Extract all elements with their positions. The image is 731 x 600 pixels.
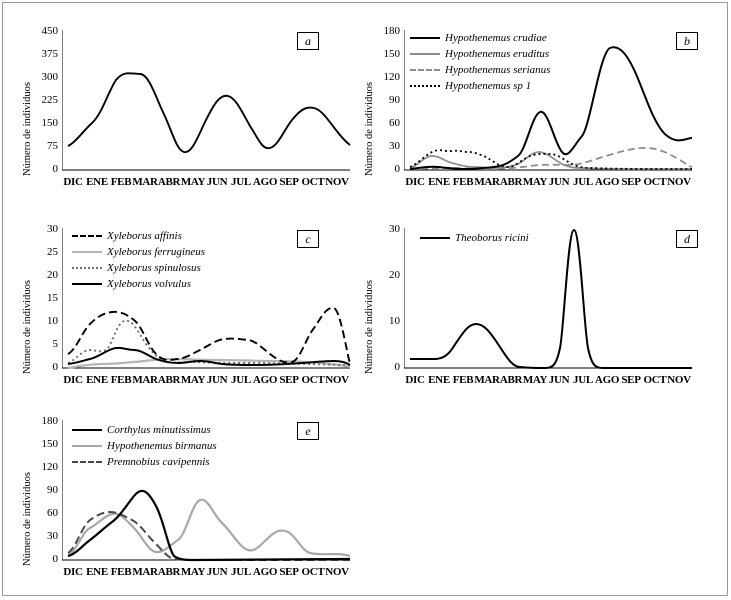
legend-swatch-dashed-grey: [410, 69, 440, 71]
panel-a-xtick-2: FEB: [110, 176, 132, 188]
panel-d: [358, 212, 723, 402]
panel-d-plot: [404, 228, 724, 398]
panel-c-xtick-6: JUN: [206, 374, 228, 386]
panel-d-xtick-8: AGO: [594, 374, 620, 386]
panel-b-xtick-10: OCT: [643, 176, 667, 188]
panel-a-xtick-3: MAR: [132, 176, 158, 188]
legend-swatch-dashed-darkgrey: [72, 461, 102, 463]
panel-e-ytick-180: 180: [41, 415, 58, 427]
legend-item: [410, 30, 550, 45]
panel-c-legend: [72, 228, 205, 292]
panel-e-ytick-30: 30: [47, 530, 58, 542]
panel-b-ytick-180: 180: [383, 25, 400, 37]
panel-c-ytick-15: 15: [47, 292, 58, 304]
panel-d-ytick-0: 0: [394, 361, 400, 373]
panel-c-ytick-10: 10: [47, 315, 58, 327]
panel-a-ytick-375: 375: [41, 48, 58, 60]
panel-c-ylabel: Número de individuos: [22, 280, 33, 374]
legend-label: Hypothenemus birmanus: [107, 439, 217, 452]
panel-b-xtick-5: MAY: [522, 176, 548, 188]
panel-d-tag: d: [676, 230, 698, 248]
legend-label: Xyleborus ferrugineus: [107, 245, 206, 258]
legend-label: Hypothenemus sp 1: [445, 79, 532, 92]
panel-d-ytick-10: 10: [389, 315, 400, 327]
panel-e-xtick-9: SEP: [279, 566, 299, 578]
panel-b-xtick-9: SEP: [621, 176, 641, 188]
panel-a-tag: a: [297, 32, 319, 50]
legend-label: Hypothenemus eruditus: [445, 47, 550, 60]
panel-c-ytick-30: 30: [47, 223, 58, 235]
panel-e-ytick-60: 60: [47, 507, 58, 519]
legend-swatch-dotted-grey: [72, 267, 102, 269]
panel-a-ytick-75: 75: [47, 140, 58, 152]
legend-item: [410, 78, 550, 93]
panel-d-xtick-10: OCT: [643, 374, 667, 386]
panel-d-ytick-20: 20: [389, 269, 400, 281]
panel-b-ytick-150: 150: [383, 48, 400, 60]
legend-label: Corthylus minutissimus: [107, 423, 211, 436]
panel-a-xtick-6: JUN: [206, 176, 228, 188]
legend-label: Theoborus ricini: [455, 231, 529, 244]
legend-swatch-solid-grey: [72, 445, 102, 447]
panel-b-xtick-4: ABR: [499, 176, 523, 188]
panel-a-ytick-150: 150: [41, 117, 58, 129]
panel-c-xtick-2: FEB: [110, 374, 132, 386]
panel-e-xtick-11: NOV: [325, 566, 349, 578]
legend-item: [410, 46, 550, 61]
panel-d-xtick-3: MAR: [474, 374, 500, 386]
panel-a-xtick-5: MAY: [180, 176, 206, 188]
legend-swatch-solid-black: [72, 283, 102, 285]
panel-b-xtick-11: NOV: [667, 176, 691, 188]
panel-c-xtick-5: MAY: [180, 374, 206, 386]
legend-item: [72, 276, 205, 291]
panel-c-xtick-9: SEP: [279, 374, 299, 386]
legend-item: [72, 454, 217, 469]
legend-swatch-dashed-black: [72, 235, 102, 237]
legend-item: [72, 228, 205, 243]
panel-d-xtick-2: FEB: [452, 374, 474, 386]
legend-swatch-solid-black: [72, 429, 102, 431]
panel-b-ytick-0: 0: [394, 163, 400, 175]
panel-e-ytick-0: 0: [52, 553, 58, 565]
panel-b-xtick-1: ENE: [428, 176, 450, 188]
panel-e-xtick-10: OCT: [301, 566, 325, 578]
panel-e-ytick-90: 90: [47, 484, 58, 496]
panel-e-tag: e: [297, 422, 319, 440]
panel-e: [14, 404, 354, 594]
panel-a: [14, 14, 354, 204]
panel-c-ytick-5: 5: [52, 338, 58, 350]
panel-c-xtick-4: ABR: [157, 374, 181, 386]
panel-d-xtick-9: SEP: [621, 374, 641, 386]
panel-c-xtick-3: MAR: [132, 374, 158, 386]
panel-d-xtick-4: ABR: [499, 374, 523, 386]
panel-b-xtick-3: MAR: [474, 176, 500, 188]
panel-e-ytick-150: 150: [41, 438, 58, 450]
panel-a-ytick-0: 0: [52, 163, 58, 175]
panel-c-ytick-25: 25: [47, 246, 58, 258]
panel-c-tag: c: [297, 230, 319, 248]
panel-e-xtick-2: FEB: [110, 566, 132, 578]
legend-item: [420, 230, 529, 245]
panel-b-ytick-120: 120: [383, 71, 400, 83]
panel-a-xtick-0: DIC: [63, 176, 83, 188]
panel-c-xtick-1: ENE: [86, 374, 108, 386]
panel-e-xtick-8: AGO: [252, 566, 278, 578]
panel-b-legend: [410, 30, 550, 94]
legend-label: Premnobius cavipennis: [107, 455, 210, 468]
panel-b-ytick-90: 90: [389, 94, 400, 106]
panel-d-xtick-1: ENE: [428, 374, 450, 386]
panel-b-xtick-6: JUN: [548, 176, 570, 188]
panel-b-ylabel: Número de individuos: [364, 82, 375, 176]
panel-c-xtick-0: DIC: [63, 374, 83, 386]
panel-e-ylabel: Número de individuos: [22, 472, 33, 566]
panel-a-xtick-9: SEP: [279, 176, 299, 188]
panel-a-xtick-7: JUL: [231, 176, 251, 188]
panel-e-xtick-5: MAY: [180, 566, 206, 578]
panel-d-xtick-0: DIC: [405, 374, 425, 386]
panel-a-xtick-10: OCT: [301, 176, 325, 188]
panel-c: [14, 212, 354, 402]
panel-e-xtick-0: DIC: [63, 566, 83, 578]
panel-c-xtick-11: NOV: [325, 374, 349, 386]
panel-b-xtick-7: JUL: [573, 176, 593, 188]
legend-swatch-solid-lightgrey: [72, 251, 102, 253]
panel-a-ytick-225: 225: [41, 94, 58, 106]
legend-label: Xyleborus spinulosus: [107, 261, 201, 274]
panel-a-xtick-8: AGO: [252, 176, 278, 188]
panel-e-xtick-3: MAR: [132, 566, 158, 578]
panel-a-plot: [62, 30, 352, 200]
panel-d-legend: [420, 230, 529, 246]
panel-a-xtick-1: ENE: [86, 176, 108, 188]
legend-label: Xyleborus affinis: [107, 229, 182, 242]
panel-b-xtick-2: FEB: [452, 176, 474, 188]
legend-label: Hypothenemus serianus: [445, 63, 551, 76]
legend-item: [72, 422, 217, 437]
panel-b-ytick-60: 60: [389, 117, 400, 129]
panel-c-ytick-0: 0: [52, 361, 58, 373]
panel-e-ytick-120: 120: [41, 461, 58, 473]
legend-swatch-solid-grey: [410, 53, 440, 55]
panel-b-xtick-8: AGO: [594, 176, 620, 188]
panel-a-xtick-11: NOV: [325, 176, 349, 188]
legend-item: [410, 62, 550, 77]
panel-c-ytick-20: 20: [47, 269, 58, 281]
panel-d-ytick-30: 30: [389, 223, 400, 235]
legend-swatch-solid-black: [420, 237, 450, 239]
panel-d-xtick-7: JUL: [573, 374, 593, 386]
panel-c-xtick-8: AGO: [252, 374, 278, 386]
legend-item: [72, 260, 205, 275]
panel-b-xtick-0: DIC: [405, 176, 425, 188]
panel-e-xtick-6: JUN: [206, 566, 228, 578]
panel-e-legend: [72, 422, 217, 470]
panel-b: [358, 14, 723, 204]
panel-a-ytick-450: 450: [41, 25, 58, 37]
panel-c-xtick-7: JUL: [231, 374, 251, 386]
panel-a-ylabel: Número de individuos: [22, 82, 33, 176]
legend-item: [72, 438, 217, 453]
panel-b-ytick-30: 30: [389, 140, 400, 152]
legend-label: Xyleborus volvulus: [107, 277, 192, 290]
panel-c-xtick-10: OCT: [301, 374, 325, 386]
panel-e-xtick-1: ENE: [86, 566, 108, 578]
legend-swatch-dotted-black: [410, 85, 440, 87]
panel-e-xtick-4: ABR: [157, 566, 181, 578]
panel-a-xtick-4: ABR: [157, 176, 181, 188]
panel-b-tag: b: [676, 32, 698, 50]
legend-swatch-solid-black: [410, 37, 440, 39]
legend-item: [72, 244, 205, 259]
panel-a-ytick-300: 300: [41, 71, 58, 83]
panel-d-ylabel: Número de individuos: [364, 280, 375, 374]
panel-d-xtick-5: MAY: [522, 374, 548, 386]
panel-d-xtick-11: NOV: [667, 374, 691, 386]
panel-d-xtick-6: JUN: [548, 374, 570, 386]
panel-e-xtick-7: JUL: [231, 566, 251, 578]
legend-label: Hypothenemus crudiae: [445, 31, 547, 44]
